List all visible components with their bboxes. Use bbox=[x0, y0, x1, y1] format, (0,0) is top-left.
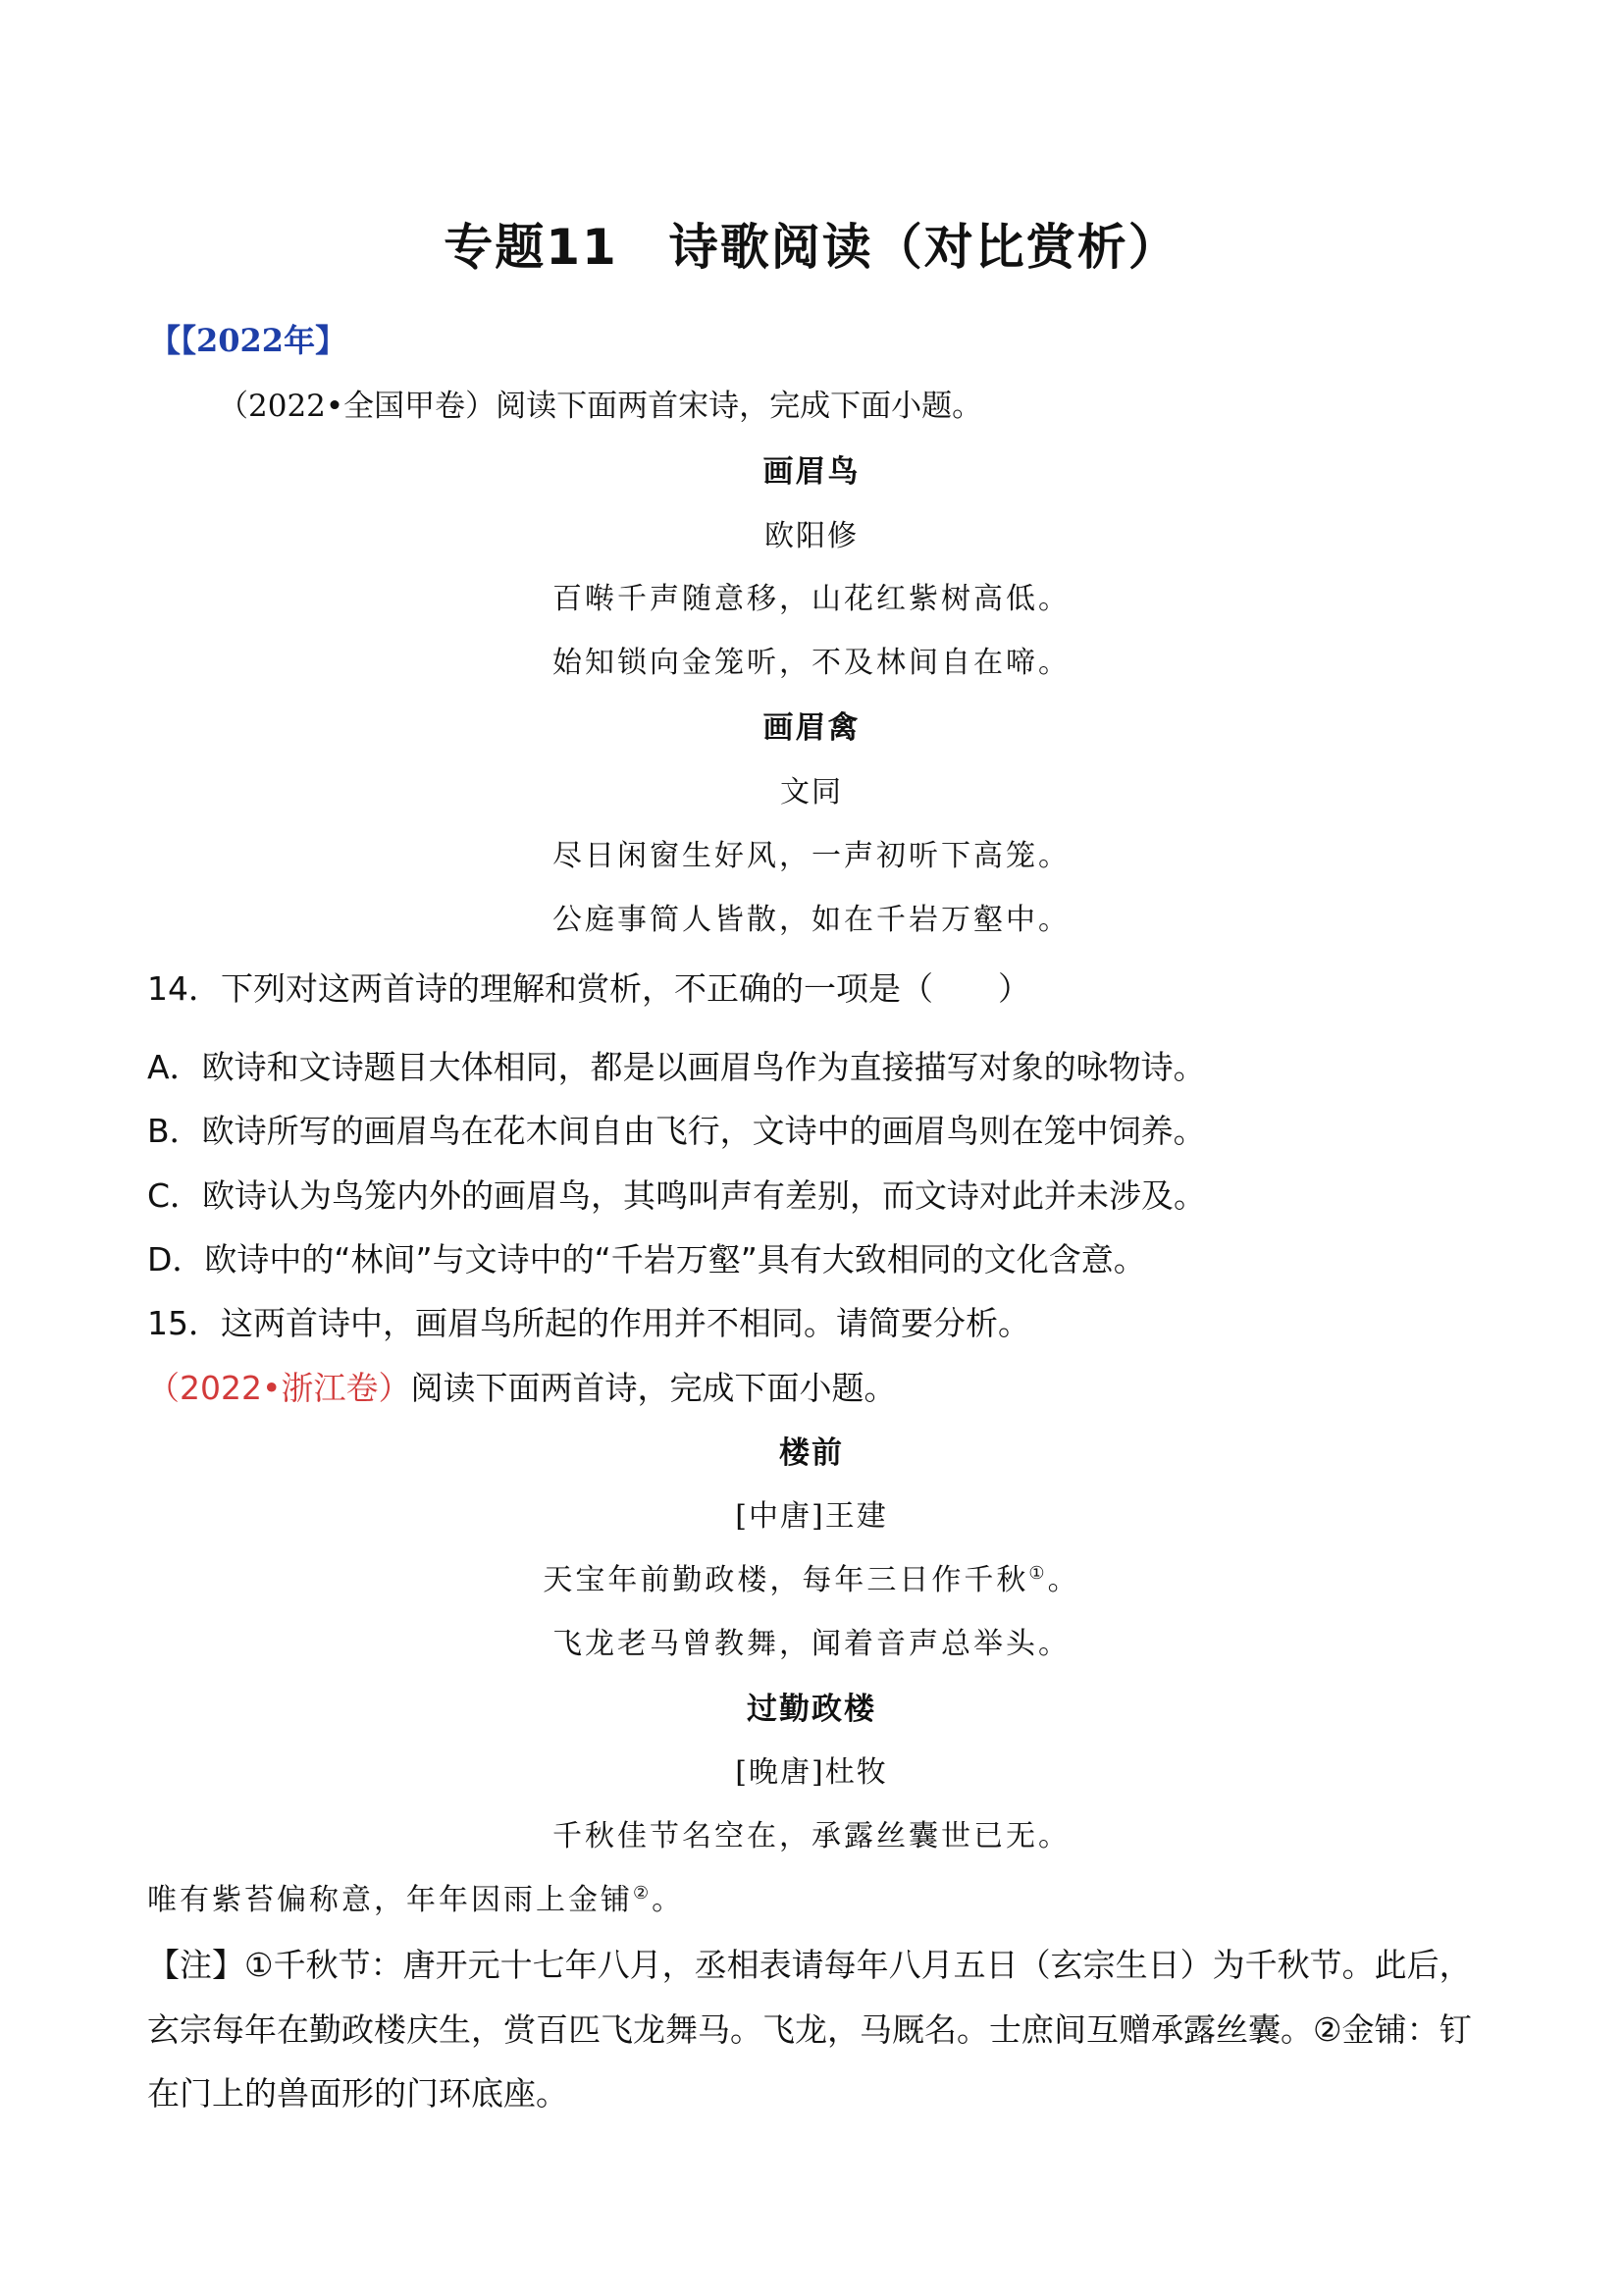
page-title: 专题11 诗歌阅读（对比赏析） bbox=[444, 219, 1179, 276]
footnote-mark: ① bbox=[1028, 1563, 1048, 1584]
question-15: 15．这两首诗中，画眉鸟所起的作用并不相同。请简要分析。 bbox=[147, 1304, 1030, 1342]
option-d: D．欧诗中的“林间”与文诗中的“千岩万壑”具有大致相同的文化含意。 bbox=[147, 1240, 1146, 1278]
footnote-mark: ② bbox=[633, 1883, 653, 1904]
passage1-intro: （2022•全国甲卷）阅读下面两首宋诗，完成下面小题。 bbox=[218, 389, 983, 424]
passage2-intro-line bbox=[147, 1363, 896, 1409]
poem4-line bbox=[147, 1875, 684, 1918]
poem1-line: 百啭千声随意移，山花红紫树高低。 bbox=[552, 582, 1071, 616]
poem4-author: [晚唐]杜牧 bbox=[735, 1755, 888, 1790]
poem2-title: 画眉禽 bbox=[762, 710, 861, 746]
poem4-line-end: 。 bbox=[652, 1883, 685, 1917]
question-14: 14．下列对这两首诗的理解和赏析，不正确的一项是（ ） bbox=[147, 969, 1030, 1008]
passage2-source: （2022•浙江卷） bbox=[147, 1369, 411, 1407]
poem1-author: 欧阳修 bbox=[764, 519, 859, 553]
poem4-line: 千秋佳节名空在，承露丝囊世已无。 bbox=[552, 1819, 1071, 1853]
poem4-line-text: 唯有紫苔偏称意，年年因雨上金铺 bbox=[147, 1883, 633, 1917]
year-heading: 【【2022年】 bbox=[149, 322, 347, 359]
poem3-author: [中唐]王建 bbox=[735, 1499, 888, 1534]
poem3-line-end: 。 bbox=[1047, 1563, 1080, 1597]
option-b: B．欧诗所写的画眉鸟在花木间自由飞行，文诗中的画眉鸟则在笼中饲养。 bbox=[147, 1112, 1206, 1150]
option-c: C．欧诗认为鸟笼内外的画眉鸟，其鸣叫声有差别，而文诗对此并未涉及。 bbox=[147, 1176, 1207, 1215]
option-a: A．欧诗和文诗题目大体相同，都是以画眉鸟作为直接描写对象的咏物诗。 bbox=[147, 1048, 1206, 1086]
poem3-line bbox=[0, 1555, 1623, 1598]
note-line: 在门上的兽面形的门环底座。 bbox=[147, 2074, 568, 2113]
poem3-line-text: 天宝年前勤政楼，每年三日作千秋 bbox=[543, 1563, 1029, 1597]
note-line: 玄宗每年在勤政楼庆生，赏百匹飞龙舞马。飞龙，马厩名。士庶间互赠承露丝囊。②金铺：钉 bbox=[147, 2010, 1472, 2049]
poem3-title: 楼前 bbox=[779, 1435, 844, 1471]
poem2-author: 文同 bbox=[780, 775, 843, 809]
poem1-line: 始知锁向金笼听，不及林间自在啼。 bbox=[552, 646, 1071, 680]
poem1-title: 画眉鸟 bbox=[762, 454, 861, 490]
note-line: 【注】①千秋节：唐开元十七年八月，丞相表请每年八月五日（玄宗生日）为千秋节。此后， bbox=[147, 1946, 1472, 1984]
passage2-intro: 阅读下面两首诗，完成下面小题。 bbox=[410, 1369, 897, 1407]
poem3-line: 飞龙老马曾教舞，闻着音声总举头。 bbox=[552, 1627, 1071, 1661]
poem4-title: 过勤政楼 bbox=[747, 1692, 876, 1727]
poem2-line: 公庭事简人皆散，如在千岩万壑中。 bbox=[552, 903, 1071, 937]
poem2-line: 尽日闲窗生好风，一声初听下高笼。 bbox=[552, 839, 1071, 873]
